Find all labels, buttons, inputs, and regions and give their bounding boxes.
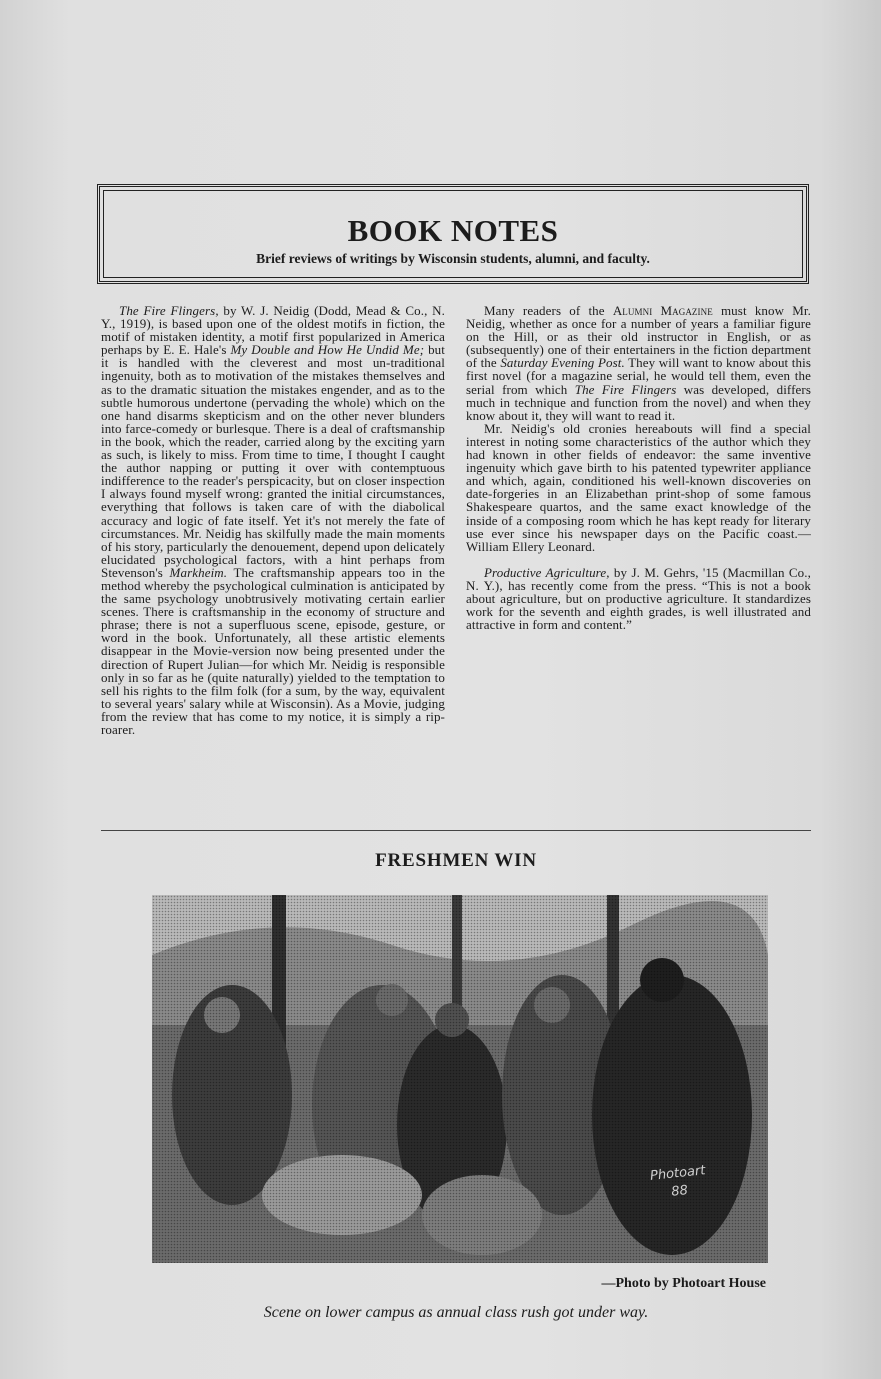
review-text: Many readers of the (484, 303, 613, 318)
column-left (101, 304, 445, 736)
banner-title: BOOK NOTES (347, 213, 559, 248)
cited-title: Saturday Evening Post. (500, 355, 625, 371)
class-rush-photo (152, 895, 768, 1263)
book-title: Productive Agriculture, (484, 564, 610, 580)
photo-credit: —Photo by Photoart House (601, 1276, 766, 1291)
review-paragraph (466, 304, 811, 422)
stamp-line: Photoart (648, 1163, 706, 1184)
review-text: must know Mr. Neidig, whether as once for a number of years a familiar figure on the Hill, or as their old instructor in English, or as (subsequently) one of their entertainers in the fiction department of the (466, 303, 811, 371)
banner-subtitle: Brief reviews of writings by Wisconsin students, alumni, and faculty. (256, 251, 650, 266)
review-paragraph (466, 566, 811, 631)
review-text: but it is handled with the cleverest and most un-traditional ingenuity, both as to motivation of the mistakes themselves and as to the dramatic situation the mistakes engender, and as to the subtle humorous undertone (pervading the whole) which on the one hand disarms skepticism and on the other never blunders into farce-comedy or burlesque. There is a deal of craftsmanship in the book, which the reader, carried along by the exciting yarn as such, is likely to miss. From time to time, I thought I caught the author napping or putting it over with contemptuous indifference to the reader's perspicacity, but on closer inspection I always found myself wrong: granted the initial circumstances, everything that follows is taken care of with the diabolical accuracy and logic of fate itself. Yet it's not merely the fate of circumstances. Mr. Neidig has skilfully made the main moments of his story, particularly the denouement, depend upon delicately elucidated psychological factors, with a hint perhaps from Stevenson's (101, 342, 445, 580)
section-divider (101, 830, 811, 831)
stamp-line: 88 (670, 1183, 689, 1200)
section-title: FRESHMEN WIN (375, 850, 537, 871)
review-text: by W. J. Neidig (Dodd, Mead & Co., N. Y., 1919), is based upon one of the oldest motifs in fiction, the motif of mistaken identity, a motif first popularized in America perhaps by E. E. Hale's (101, 303, 445, 358)
cited-title: My Double and How He Undid Me; (230, 342, 425, 358)
photo-crowd-illustration (152, 895, 768, 1263)
magazine-name: Alumni Magazine (612, 303, 713, 318)
book-title: The Fire Flingers, (119, 303, 219, 318)
photographer-stamp (649, 1162, 708, 1204)
review-text: was developed, differs much in technique and function from the novel) and when they know about it, they will want to read it. (466, 381, 811, 423)
cited-title: Markheim. (169, 564, 228, 580)
review-text: by J. M. Gehrs, '15 (Macmillan Co., N. Y.), has recently come from the press. “This is not a book about agriculture, but on productive agriculture. It standardizes work for the seventh and eighth grades, is well illustrated and attractive in form and content.” (466, 564, 811, 633)
review-paragraph (101, 304, 445, 736)
cited-title: The Fire Flingers (574, 381, 677, 397)
photo-caption: Scene on lower campus as annual class rush got under way. (263, 1304, 649, 1321)
book-notes-banner (97, 184, 809, 284)
review-text: They will want to know about this first novel (for a magazine serial, he would tell them, even the serial from which (466, 355, 811, 397)
review-paragraph: Mr. Neidig's old cronies hereabouts will find a special interest in noting some characteristics of the author which they had known in other fields of endeavor: the same inventive ingenuity which gave birth to his patented typewriter appliance and which, again, conditioned his well-known discoveries on date-forgeries in an Elizabethan print-shop of some famous Shakespeare quartos, and the same exact knowledge of the inside of a composing room which he has kept ready for literary use ever since his newspaper days on the Pacific coast.—William Ellery Leonard. (466, 420, 811, 554)
column-right (466, 304, 811, 631)
review-text: The craftsmanship appears too in the method whereby the psychological culmination is anticipated by the same psychology unobtrusively motivating certain earlier scenes. There is craftsmanship in the economy of structure and phrase; there is not a superfluous scene, episode, gesture, or word in the book. Unfortunately, all these artistic elements disappear in the Movie-version now being presented under the direction of Rupert Julian—for which Mr. Neidig is responsible only in so far as he (quite naturally) yielded to the temptation to sell his rights to the film folk (for a sum, by the way, equivalent to several years' salary while at Wisconsin). As a Movie, judging from the review that has come to my notice, it is simply a rip-roarer. (101, 564, 446, 737)
